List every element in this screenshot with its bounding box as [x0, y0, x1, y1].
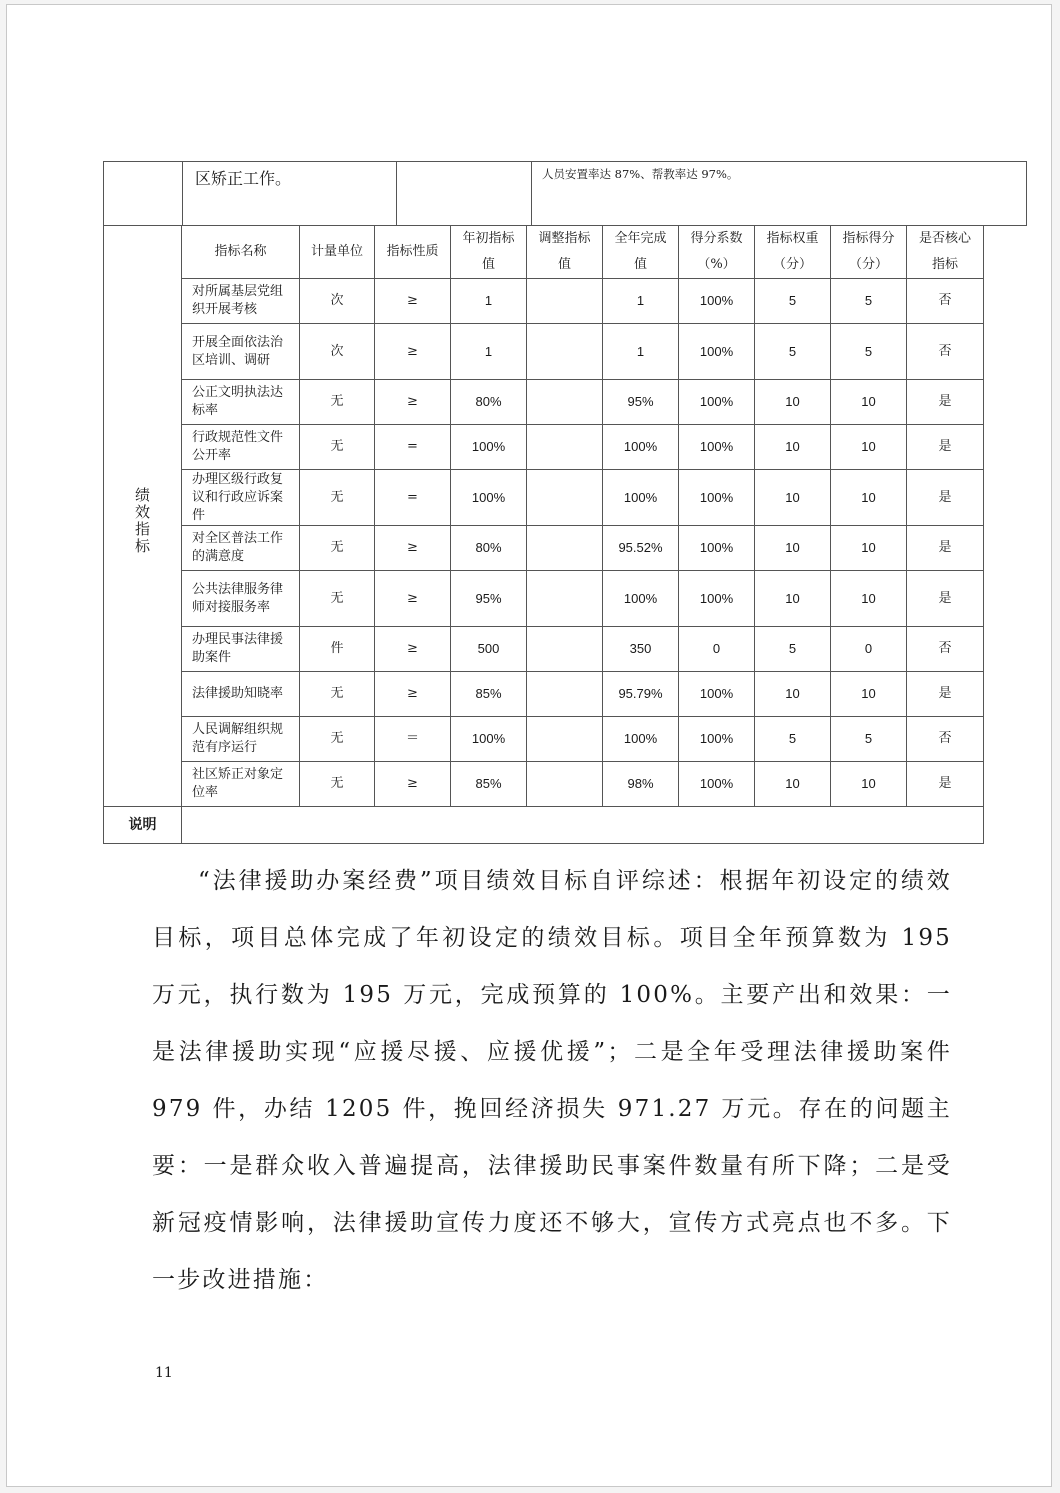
cell-core: 是 — [907, 425, 984, 470]
cell-nature: ≥ — [375, 526, 451, 571]
continued-table-fragment — [103, 161, 1027, 226]
cell-weight: 10 — [755, 672, 831, 717]
metric-name: 人民调解组织规范有序运行 — [182, 717, 300, 762]
cell-actual: 100% — [603, 571, 679, 627]
cell-adjusted — [527, 425, 603, 470]
cell-target: 80% — [451, 526, 527, 571]
cell-core: 否 — [907, 279, 984, 324]
cell-score: 10 — [831, 762, 907, 807]
performance-metrics-table — [103, 225, 984, 844]
cell-coef: 100% — [679, 324, 755, 380]
cell-core: 否 — [907, 717, 984, 762]
cell-coef: 100% — [679, 672, 755, 717]
cell-unit: 无 — [300, 526, 375, 571]
cell-weight: 10 — [755, 526, 831, 571]
cell-nature: ＝ — [375, 717, 451, 762]
table-row — [104, 380, 984, 425]
column-header-line: 得分系数 — [690, 231, 743, 246]
column-header — [300, 226, 375, 279]
cell-core: 是 — [907, 762, 984, 807]
cell-unit: 无 — [300, 425, 375, 470]
table-row — [104, 717, 984, 762]
cell-weight: 10 — [755, 380, 831, 425]
cell-nature: ≥ — [375, 380, 451, 425]
cell-coef: 100% — [679, 717, 755, 762]
cell-actual: 100% — [603, 470, 679, 526]
cell-core: 是 — [907, 571, 984, 627]
cell-adjusted — [527, 627, 603, 672]
table-row — [104, 279, 984, 324]
column-header — [375, 226, 451, 279]
cell-coef: 100% — [679, 571, 755, 627]
cell-core: 否 — [907, 324, 984, 380]
table-row — [104, 762, 984, 807]
cell-score: 10 — [831, 470, 907, 526]
note-label: 说明 — [104, 807, 182, 844]
section-label-text: 绩效指标 — [134, 486, 150, 555]
metric-name: 公正文明执法达标率 — [182, 380, 300, 425]
metric-name: 社区矫正对象定位率 — [182, 762, 300, 807]
cell-target: 1 — [451, 324, 527, 380]
cell-adjusted — [527, 470, 603, 526]
metric-name: 对所属基层党组织开展考核 — [182, 279, 300, 324]
column-header-line: （%） — [697, 257, 736, 272]
cell-actual: 1 — [603, 279, 679, 324]
cell-unit: 次 — [300, 279, 375, 324]
cell-unit: 无 — [300, 717, 375, 762]
cell-nature: ≥ — [375, 324, 451, 380]
cell-actual: 100% — [603, 717, 679, 762]
cell-nature: ≥ — [375, 762, 451, 807]
cell-unit: 无 — [300, 380, 375, 425]
cell-core: 否 — [907, 627, 984, 672]
metric-name: 公共法律服务律师对接服务率 — [182, 571, 300, 627]
column-header-line: 全年完成 — [614, 231, 667, 246]
narrative-paragraph: “法律援助办案经费”项目绩效目标自评综述：根据年初设定的绩效目标，项目总体完成了年初设定的绩效目标。项目全年预算数为 195 万元，执行数为 195 万元，完成预算的 100%。主要产出和效果：一是法律援助实现“应援尽援、应援优援”；二是全年受理法律援助案件 979 件，办结 1205 件，挽回经济损失 971.27 万元。存在的问题主要：一是群众收入普遍提高，法律援助民事案件数量有所下降；二是受新冠疫情影响，法律援助宣传力度还不够大，宣传方式亮点也不多。下一步改进措施： — [152, 868, 952, 1293]
cell-nature: ≥ — [375, 279, 451, 324]
cell-target: 95% — [451, 571, 527, 627]
cell-score: 10 — [831, 672, 907, 717]
cell-unit: 件 — [300, 627, 375, 672]
cell-adjusted — [527, 279, 603, 324]
column-header-line: 指标性质 — [386, 244, 439, 259]
cell-score: 5 — [831, 717, 907, 762]
table-row — [104, 672, 984, 717]
cell-coef: 100% — [679, 380, 755, 425]
cell-adjusted — [527, 672, 603, 717]
cell-actual: 100% — [603, 425, 679, 470]
document-page — [6, 4, 1052, 1487]
cell-adjusted — [527, 762, 603, 807]
column-header-line: 是否核心 — [918, 231, 971, 246]
metric-name: 办理民事法律援助案件 — [182, 627, 300, 672]
cell-score: 10 — [831, 380, 907, 425]
cell-target: 85% — [451, 672, 527, 717]
cell-unit: 无 — [300, 762, 375, 807]
cell-nature: = — [375, 470, 451, 526]
column-header-line: 值 — [633, 257, 647, 272]
cell-core: 是 — [907, 470, 984, 526]
cell-actual: 95% — [603, 380, 679, 425]
cell-unit: 无 — [300, 672, 375, 717]
page-number: 11 — [155, 1365, 173, 1381]
cell-actual: 98% — [603, 762, 679, 807]
cell-weight: 5 — [755, 717, 831, 762]
cell-coef: 100% — [679, 279, 755, 324]
column-header — [182, 226, 300, 279]
table-row — [104, 526, 984, 571]
cell-weight: 10 — [755, 762, 831, 807]
column-header-line: （分） — [772, 257, 812, 272]
cell-nature: ≥ — [375, 672, 451, 717]
column-header-line: 年初指标 — [462, 231, 515, 246]
column-header-line: 值 — [481, 257, 495, 272]
cell-nature: ≥ — [375, 627, 451, 672]
cell-weight: 10 — [755, 571, 831, 627]
cell-score: 10 — [831, 526, 907, 571]
column-header — [603, 226, 679, 279]
column-header — [755, 226, 831, 279]
fragment-empty-cell — [397, 162, 532, 226]
cell-weight: 5 — [755, 324, 831, 380]
cell-adjusted — [527, 380, 603, 425]
column-header-line: 指标权重 — [766, 231, 819, 246]
column-header — [451, 226, 527, 279]
metric-name: 行政规范性文件公开率 — [182, 425, 300, 470]
table-row — [104, 627, 984, 672]
section-label-performance — [104, 226, 182, 807]
column-header-line: 调整指标 — [538, 231, 591, 246]
table-row — [104, 571, 984, 627]
cell-coef: 100% — [679, 526, 755, 571]
column-header-line: 指标名称 — [214, 244, 267, 259]
cell-adjusted — [527, 526, 603, 571]
cell-target: 80% — [451, 380, 527, 425]
fragment-right-text: 人员安置率达 87%、帮教率达 97%。 — [532, 162, 1027, 226]
cell-score: 10 — [831, 425, 907, 470]
column-header-line: 计量单位 — [310, 244, 363, 259]
note-content — [182, 807, 984, 844]
metric-name: 对全区普法工作的满意度 — [182, 526, 300, 571]
cell-nature: ≥ — [375, 571, 451, 627]
fragment-left-text: 区矫正工作。 — [183, 162, 397, 226]
cell-adjusted — [527, 324, 603, 380]
cell-target: 85% — [451, 762, 527, 807]
cell-score: 5 — [831, 279, 907, 324]
table-row — [104, 425, 984, 470]
cell-unit: 无 — [300, 470, 375, 526]
column-header — [527, 226, 603, 279]
cell-actual: 350 — [603, 627, 679, 672]
cell-core: 是 — [907, 526, 984, 571]
column-header — [907, 226, 984, 279]
cell-score: 5 — [831, 324, 907, 380]
column-header-line: （分） — [848, 257, 888, 272]
column-header — [679, 226, 755, 279]
metric-name: 办理区级行政复议和行政应诉案件 — [182, 470, 300, 526]
cell-coef: 100% — [679, 425, 755, 470]
cell-score: 10 — [831, 571, 907, 627]
cell-actual: 95.79% — [603, 672, 679, 717]
column-header-line: 指标得分 — [842, 231, 895, 246]
cell-coef: 0 — [679, 627, 755, 672]
cell-target: 100% — [451, 717, 527, 762]
cell-core: 是 — [907, 380, 984, 425]
cell-nature: = — [375, 425, 451, 470]
cell-target: 1 — [451, 279, 527, 324]
metric-name: 开展全面依法治区培训、调研 — [182, 324, 300, 380]
cell-weight: 5 — [755, 627, 831, 672]
cell-adjusted — [527, 571, 603, 627]
cell-core: 是 — [907, 672, 984, 717]
cell-target: 500 — [451, 627, 527, 672]
cell-coef: 100% — [679, 762, 755, 807]
cell-actual: 95.52% — [603, 526, 679, 571]
cell-adjusted — [527, 717, 603, 762]
column-header-line: 指标 — [931, 257, 958, 272]
table-row — [104, 324, 984, 380]
table-row — [104, 470, 984, 526]
cell-score: 0 — [831, 627, 907, 672]
cell-actual: 1 — [603, 324, 679, 380]
cell-unit: 无 — [300, 571, 375, 627]
cell-weight: 10 — [755, 470, 831, 526]
column-header — [831, 226, 907, 279]
fragment-blank-cell — [104, 162, 183, 226]
cell-weight: 5 — [755, 279, 831, 324]
column-header-line: 值 — [557, 257, 571, 272]
cell-unit: 次 — [300, 324, 375, 380]
cell-coef: 100% — [679, 470, 755, 526]
metric-name: 法律援助知晓率 — [182, 672, 300, 717]
cell-weight: 10 — [755, 425, 831, 470]
cell-target: 100% — [451, 425, 527, 470]
cell-target: 100% — [451, 470, 527, 526]
